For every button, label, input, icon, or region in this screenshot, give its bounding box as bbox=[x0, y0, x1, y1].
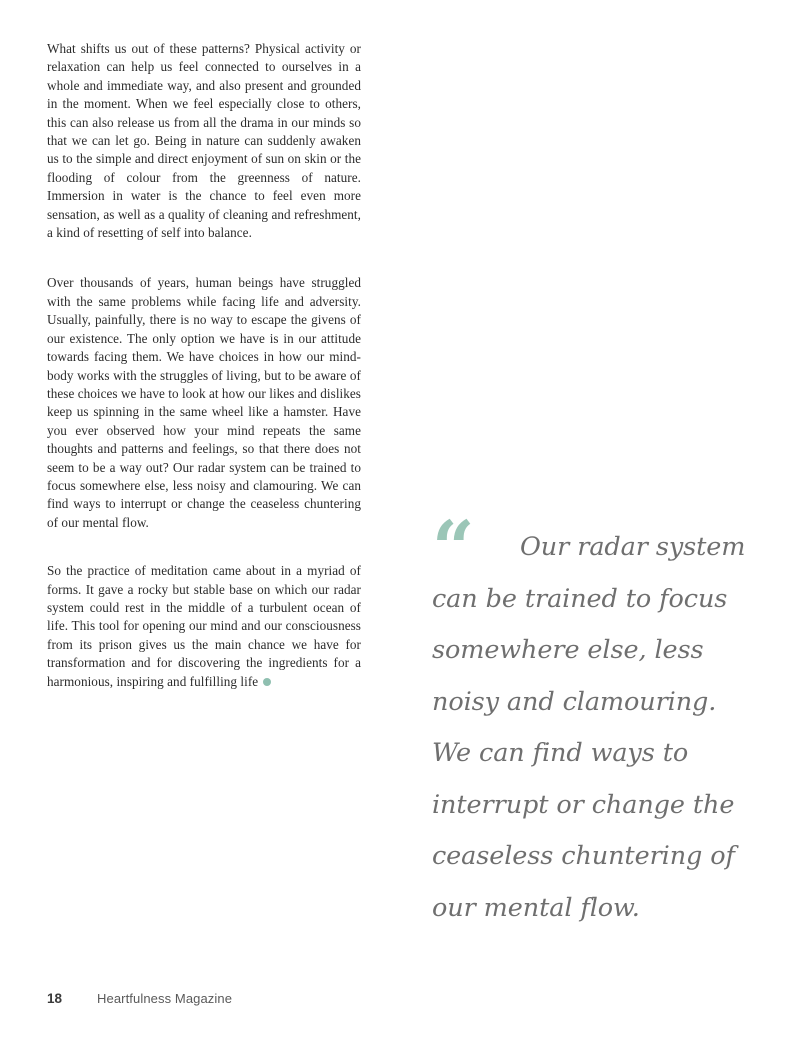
publication-name: Heartfulness Magazine bbox=[97, 991, 233, 1006]
article-text-column bbox=[47, 40, 361, 691]
end-of-article-dot-icon bbox=[263, 678, 271, 686]
article-paragraph: Over thousands of years, human beings have struggled with the same problems while facing life and adversity. Usually, painfully, there is no way to escape the givens of our existence. The only option we have is in our attitude towards facing them. We have choices in how our mind-body works with the struggles of living, but to be aware of these choices we have to look at how our likes and dislikes keep us spinning in the same wheel like a hamster. Have you ever observed how your mind repeats the same thoughts and patterns and feelings, so that there does not seem to be a way out? Our radar system can be trained to focus somewhere else, less noisy and clamouring. We can find ways to interrupt or change the ceaseless chuntering of our mental flow. bbox=[47, 275, 361, 530]
article-paragraph-text: So the practice of meditation came about in a myriad of forms. It gave a rocky but stable base on which our radar system could rest in the middle of a turbulent ocean of life. This tool for opening our mind and our consciousness from its prison gives us the main chance we have for transformation and for discovering the ingredients for a harmonious, inspiring and fulfilling life bbox=[47, 563, 361, 689]
page-number: 18 bbox=[47, 991, 63, 1006]
article-paragraph: What shifts us out of these patterns? Physical activity or relaxation can help us feel connected to ourselves in a whole and immediate way, and also present and grounded in the moment. When we feel especially close to others, this can also release us from all the drama in our minds so that we can let go. Being in nature can suddenly awaken us to the simple and direct enjoyment of sun on skin or the flooding of colour from the greenness of nature. Immersion in water is the chance to feel even more sensation, as well as a quality of cleaning and refreshment, a kind of resetting of self into balance. bbox=[47, 41, 361, 241]
pull-quote-text: Our radar system can be trained to focus somewhere else, less noisy and clamouring. We can find ways to interrupt or change the ceaseless chuntering of our mental flow. bbox=[432, 532, 746, 923]
pull-quote bbox=[432, 506, 752, 934]
page-footer bbox=[47, 991, 232, 1006]
quotation-mark-icon: “ bbox=[432, 506, 472, 592]
article-paragraph-last bbox=[47, 562, 361, 691]
